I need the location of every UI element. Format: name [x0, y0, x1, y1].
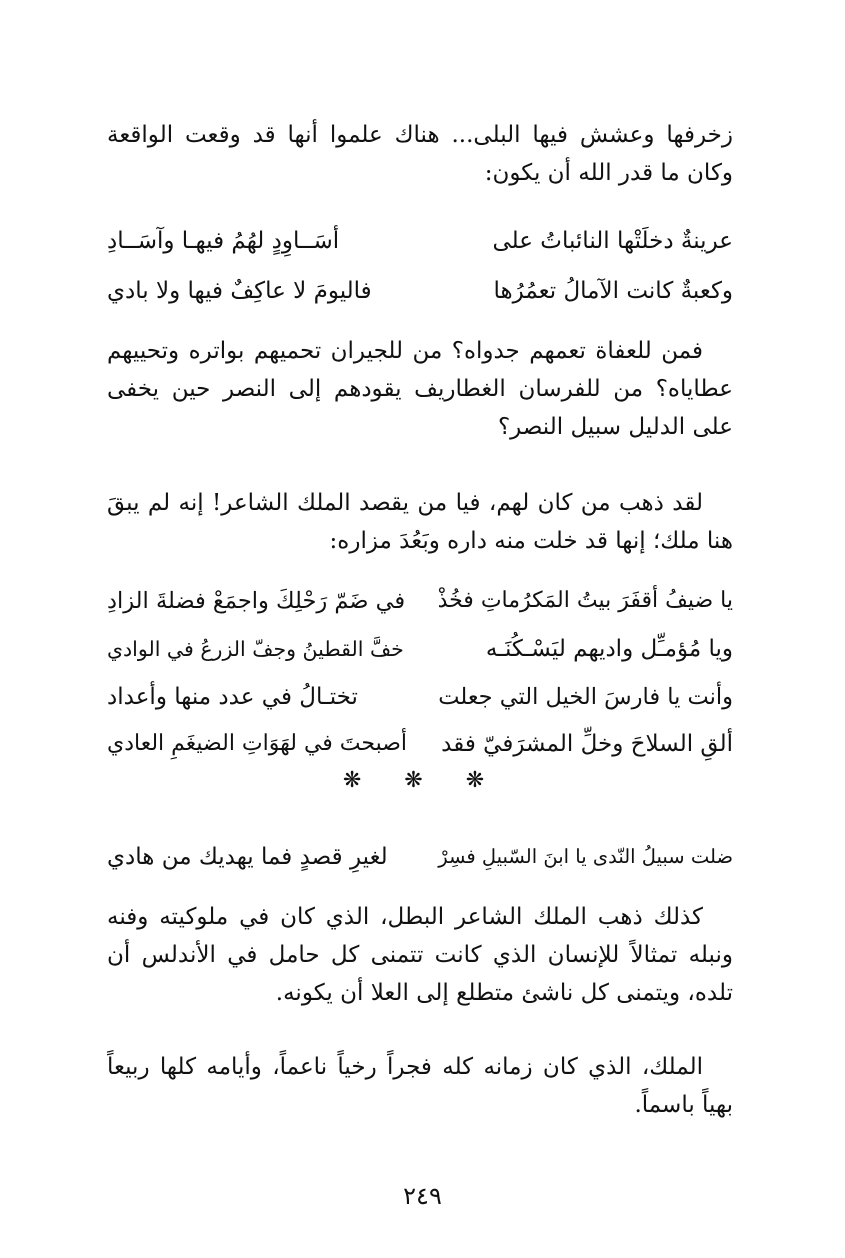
paragraph-questions: فمن للعفاة تعمهم جدواه؟ من للجيران تحميهم بواتره وتحييهم عطاياه؟ من للفرسان الغطاريف يقودهم إلى النصر حين يخفى على الدليل سبيل النصر؟: [107, 338, 733, 440]
verse-second-hemistich: خفَّ القطينُ وجفّ الزرعُ في الوادي: [107, 637, 404, 661]
verse-second-hemistich: أسَــاوِدٍ لهُمُ فيهـا وآسَــادِ: [107, 228, 340, 254]
paragraph-poet-king: كذلك ذهب الملك الشاعر البطل، الذي كان في ملوكيته وفنه ونبله تمثالاً للإنسان الذي كانت تتمنى كل حامل في الأندلس أن تلده، ويتمنى كل ناشئ متطلع إلى العلا أن يكونه.: [107, 904, 733, 1006]
paragraph-intro: زخرفها وعشش فيها البلى... هناك علموا أنها قد وقعت الواقعة وكان ما قدر الله أن يكون:: [107, 122, 733, 186]
verse-line: [107, 630, 733, 668]
verse-first-hemistich: ضلت سبيلُ النّدى يا ابنَ السّبيلِ فسِرْ: [438, 845, 733, 868]
paragraph-king-days: الملك، الذي كان زمانه كله فجراً رخياً ناعماً، وأيامه كلها ربيعاً بهياً باسماً.: [107, 1054, 733, 1118]
verse-first-hemistich: يا ضيفُ أقفَرَ بيتُ المَكرُماتِ فخُذْ: [437, 588, 733, 613]
verse-line: [107, 222, 733, 260]
verse-second-hemistich: فاليومَ لا عاكِفٌ فيها ولا بادي: [107, 278, 372, 304]
verse-second-hemistich: في ضَمّ رَحْلِكَ واجمَعْ فضلةَ الزادِ: [107, 588, 406, 614]
page-number: ٢٤٩: [403, 1182, 442, 1210]
verse-second-hemistich: تختـالُ في عدد منها وأعداد: [107, 684, 358, 710]
verse-second-hemistich: أصبحتَ في لهَوَاتِ الضيغَمِ العادي: [107, 731, 408, 756]
verse-first-hemistich: عرينةٌ دخلَتْها النائباتُ على: [492, 228, 733, 254]
verse-second-hemistich: لغيرِ قصدٍ فما يهديك من هادي: [107, 844, 388, 870]
verse-line: [107, 678, 733, 716]
verse-first-hemistich: ألقِ السلاحَ وخلِّ المشرَفيّ فقد: [441, 731, 733, 757]
verse-first-hemistich: وكعبةٌ كانت الآمالُ تعمُرُها: [493, 278, 733, 304]
verse-first-hemistich: ويا مُؤمـِّل واديهم ليَسْـكُنَـه: [485, 636, 733, 662]
verse-first-hemistich: وأنت يا فارسَ الخيل التي جعلت: [438, 684, 733, 710]
verse-line: [107, 838, 733, 876]
verse-line: [107, 272, 733, 310]
section-separator: ❋ ❋ ❋: [342, 768, 503, 793]
verse-line: [107, 725, 733, 763]
verse-line: [107, 582, 733, 620]
paragraph-king-gone: لقد ذهب من كان لهم، فيا من يقصد الملك الشاعر! إنه لم يبقَ هنا ملك؛ إنها قد خلت منه داره وبَعُدَ مزاره:: [107, 490, 733, 554]
